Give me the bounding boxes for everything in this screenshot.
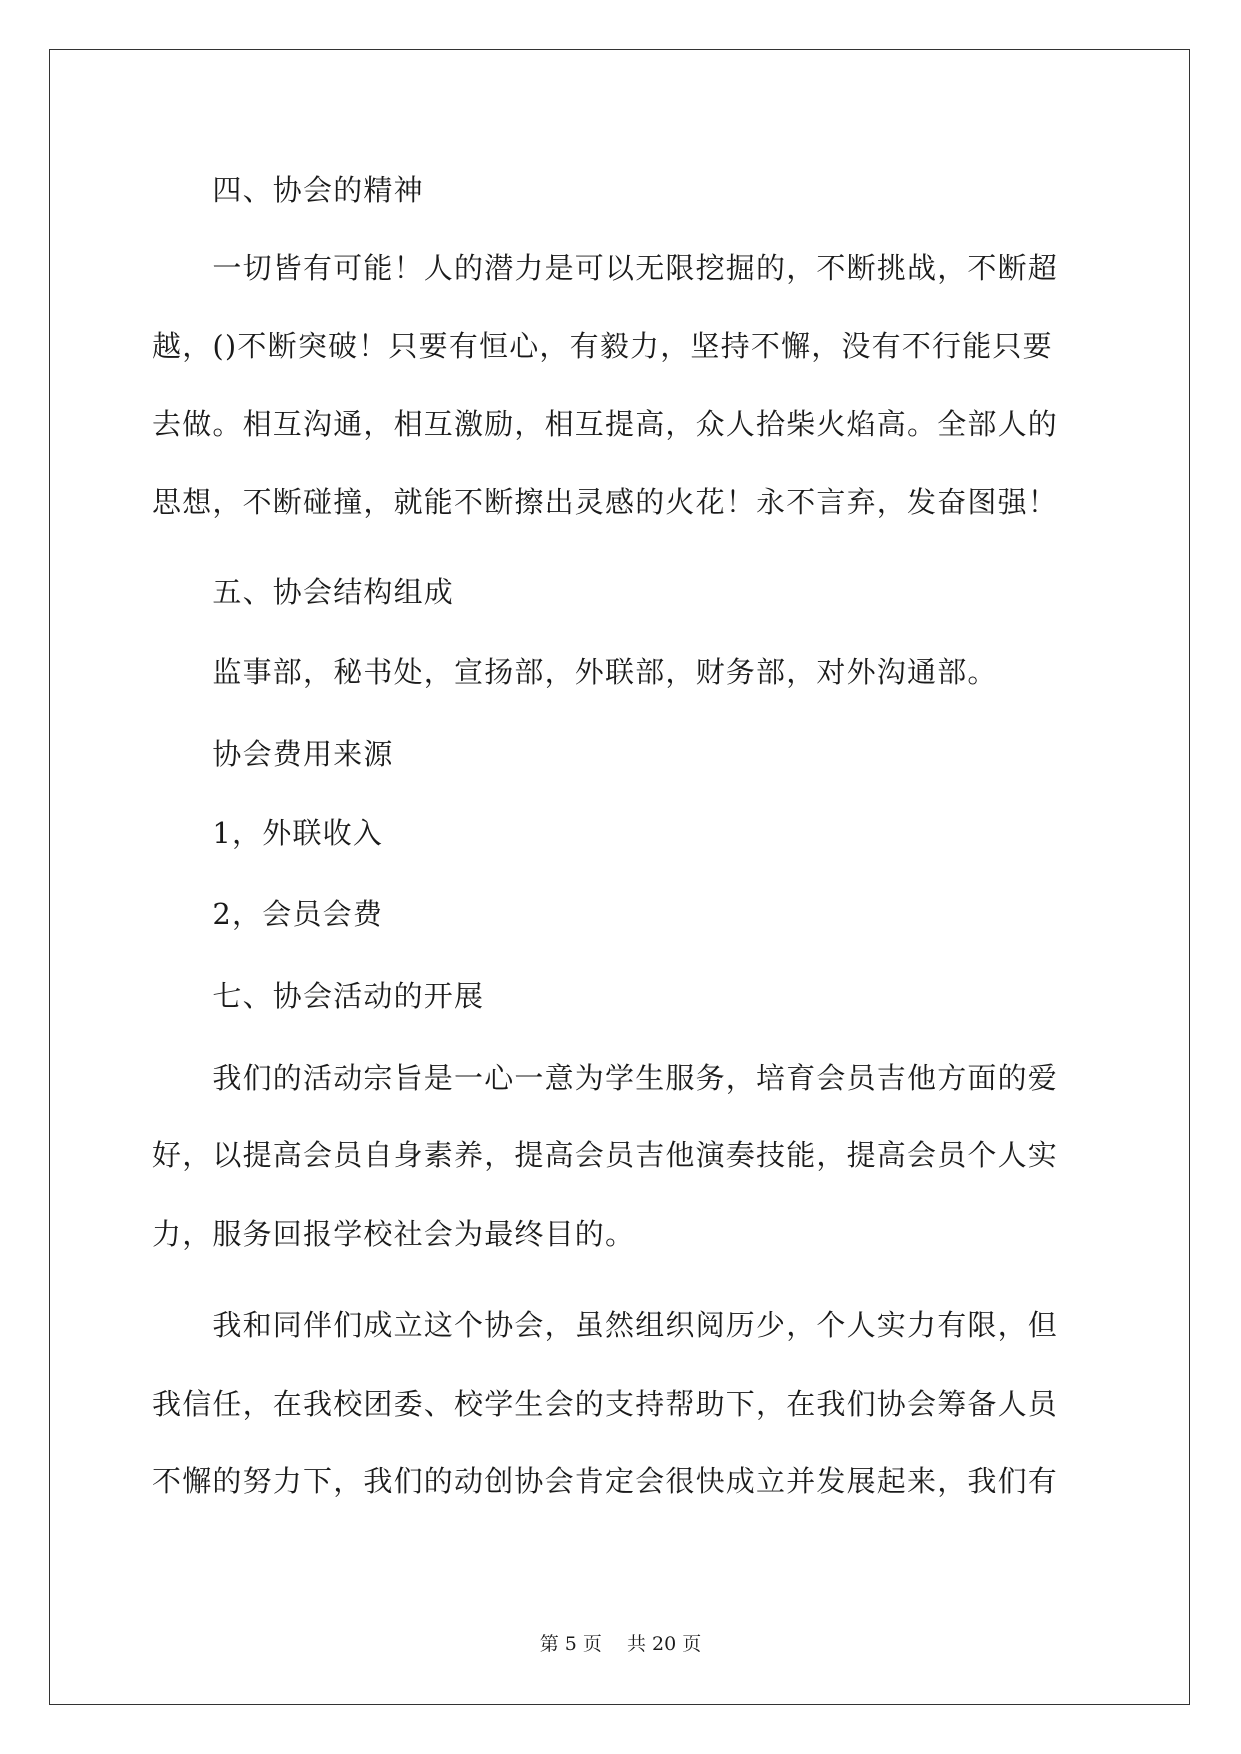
paragraph-line: 我们的活动宗旨是一心一意为学生服务，培育会员吉他方面的爱 — [152, 1061, 1059, 1095]
paragraph-line: 去做。相互沟通，相互激励，相互提高，众人拾柴火焰高。全部人的 — [152, 407, 1059, 441]
paragraph-line: 我和同伴们成立这个协会，虽然组织阅历少，个人实力有限，但 — [152, 1308, 1059, 1342]
paragraph-line: 越，()不断突破！只要有恒心，有毅力，坚持不懈，没有不行能只要 — [152, 329, 1053, 363]
page-number-footer: 第 5 页 共 20 页 — [539, 1633, 702, 1655]
paragraph-line: 不懈的努力下，我们的动创协会肯定会很快成立并发展起来，我们有 — [152, 1464, 1059, 1498]
paragraph-line: 力，服务回报学校社会为最终目的。 — [152, 1217, 636, 1251]
paragraph-line: 监事部，秘书处，宣扬部，外联部，财务部，对外沟通部。 — [152, 655, 998, 689]
list-item: 2，会员会费 — [152, 897, 384, 931]
paragraph-line: 一切皆有可能！人的潜力是可以无限挖掘的，不断挑战，不断超 — [152, 251, 1059, 285]
section-heading: 四、协会的精神 — [152, 173, 424, 207]
list-item: 1，外联收入 — [152, 816, 384, 850]
section-heading: 五、协会结构组成 — [152, 575, 455, 609]
section-heading: 七、协会活动的开展 — [152, 979, 485, 1013]
paragraph-line: 思想，不断碰撞，就能不断擦出灵感的火花！永不言弃，发奋图强！ — [152, 485, 1059, 519]
page-border — [49, 49, 1190, 1705]
paragraph-line: 好，以提高会员自身素养，提高会员吉他演奏技能，提高会员个人实 — [152, 1138, 1059, 1172]
paragraph-line: 我信任，在我校团委、校学生会的支持帮助下，在我们协会筹备人员 — [152, 1387, 1059, 1421]
paragraph-line: 协会费用来源 — [152, 737, 394, 771]
